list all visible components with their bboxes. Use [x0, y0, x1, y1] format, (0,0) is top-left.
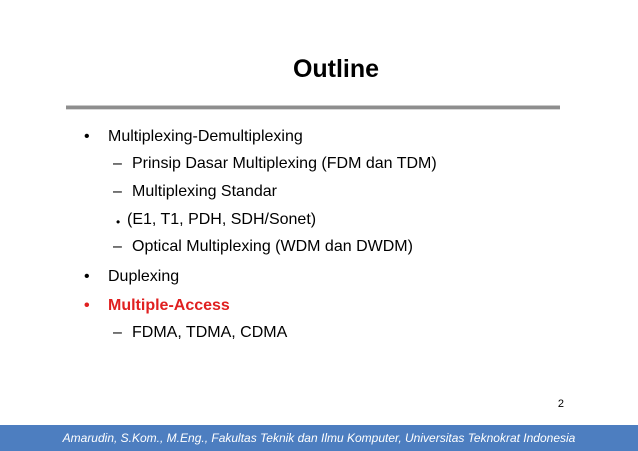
- outline-item-label: Multiplexing-Demultiplexing: [108, 128, 303, 145]
- outline-item-label: FDMA, TDMA, CDMA: [132, 324, 288, 341]
- bullet-marker: •: [84, 128, 90, 145]
- page-number: 2: [557, 398, 564, 410]
- footer-bar: [0, 425, 638, 451]
- outline-item-label: (E1, T1, PDH, SDH/Sonet): [127, 211, 317, 228]
- dash-marker: –: [113, 183, 122, 200]
- outline-item-label: Duplexing: [108, 268, 180, 285]
- footer-text: Amarudin, S.Kom., M.Eng., Fakultas Teknik dan Ilmu Komputer, Universitas Teknokrat Indonesia: [62, 431, 576, 445]
- slide-title: Outline: [292, 55, 380, 83]
- outline-item-label: Multiplexing Standar: [132, 183, 277, 200]
- dash-marker: –: [113, 238, 122, 255]
- bullet-marker: •: [84, 297, 90, 314]
- outline-item-label: Multiple-Access: [108, 297, 230, 314]
- dash-marker: –: [113, 324, 122, 341]
- outline-item-label: Prinsip Dasar Multiplexing (FDM dan TDM): [132, 155, 437, 172]
- outline-item-label: Optical Multiplexing (WDM dan DWDM): [132, 238, 413, 255]
- dash-marker: –: [113, 155, 122, 172]
- bullet-marker: •: [84, 268, 90, 285]
- bullet-marker: •: [116, 215, 121, 229]
